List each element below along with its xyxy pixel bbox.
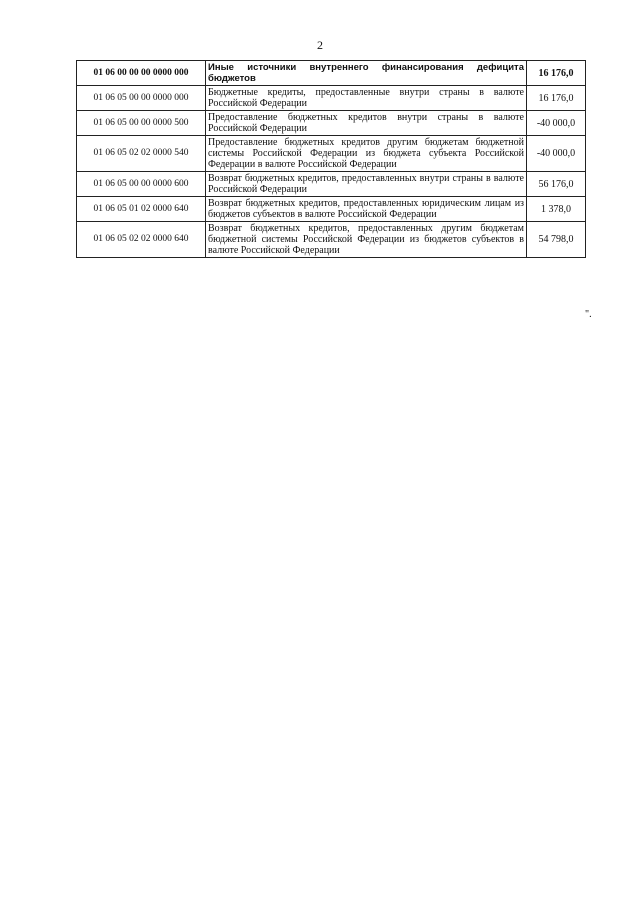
table-row bbox=[77, 86, 586, 111]
amount-cell: 56 176,0 bbox=[527, 172, 586, 197]
budget-code-cell: 01 06 05 02 02 0000 540 bbox=[77, 136, 206, 172]
budget-code-cell: 01 06 05 02 02 0000 640 bbox=[77, 222, 206, 258]
table-row bbox=[77, 222, 586, 258]
amount-cell: -40 000,0 bbox=[527, 111, 586, 136]
description-cell: Предоставление бюджетных кредитов другим бюджетам бюджетной системы Российской Федерации из бюджета субъекта Российской Федерации в валюте Российской Федерации bbox=[206, 136, 527, 172]
description-cell: Возврат бюджетных кредитов, предоставленных другим бюджетам бюджетной системы Российской Федерации из бюджетов субъектов в валюте Российской Федерации bbox=[206, 222, 527, 258]
description-cell: Иные источники внутреннего финансирования дефицита бюджетов bbox=[206, 61, 527, 86]
amount-cell: 54 798,0 bbox=[527, 222, 586, 258]
page-number: 2 bbox=[317, 38, 323, 52]
table-row bbox=[77, 136, 586, 172]
description-cell: Предоставление бюджетных кредитов внутри страны в валюте Российской Федерации bbox=[206, 111, 527, 136]
budget-code-cell: 01 06 05 01 02 0000 640 bbox=[77, 197, 206, 222]
description-cell: Бюджетные кредиты, предоставленные внутри страны в валюте Российской Федерации bbox=[206, 86, 527, 111]
closing-quote-mark: ". bbox=[585, 309, 592, 320]
table-row bbox=[77, 172, 586, 197]
amount-cell: -40 000,0 bbox=[527, 136, 586, 172]
table-row bbox=[77, 197, 586, 222]
description-cell: Возврат бюджетных кредитов, предоставленных юридическим лицам из бюджетов субъектов в валюте Российской Федерации bbox=[206, 197, 527, 222]
budget-code-cell: 01 06 05 00 00 0000 600 bbox=[77, 172, 206, 197]
amount-cell: 16 176,0 bbox=[527, 61, 586, 86]
budget-code-cell: 01 06 00 00 00 0000 000 bbox=[77, 61, 206, 86]
amount-cell: 16 176,0 bbox=[527, 86, 586, 111]
table-row bbox=[77, 61, 586, 86]
table-row bbox=[77, 111, 586, 136]
budget-sources-table bbox=[76, 60, 586, 258]
amount-cell: 1 378,0 bbox=[527, 197, 586, 222]
description-cell: Возврат бюджетных кредитов, предоставленных внутри страны в валюте Российской Федерации bbox=[206, 172, 527, 197]
budget-code-cell: 01 06 05 00 00 0000 000 bbox=[77, 86, 206, 111]
budget-code-cell: 01 06 05 00 00 0000 500 bbox=[77, 111, 206, 136]
